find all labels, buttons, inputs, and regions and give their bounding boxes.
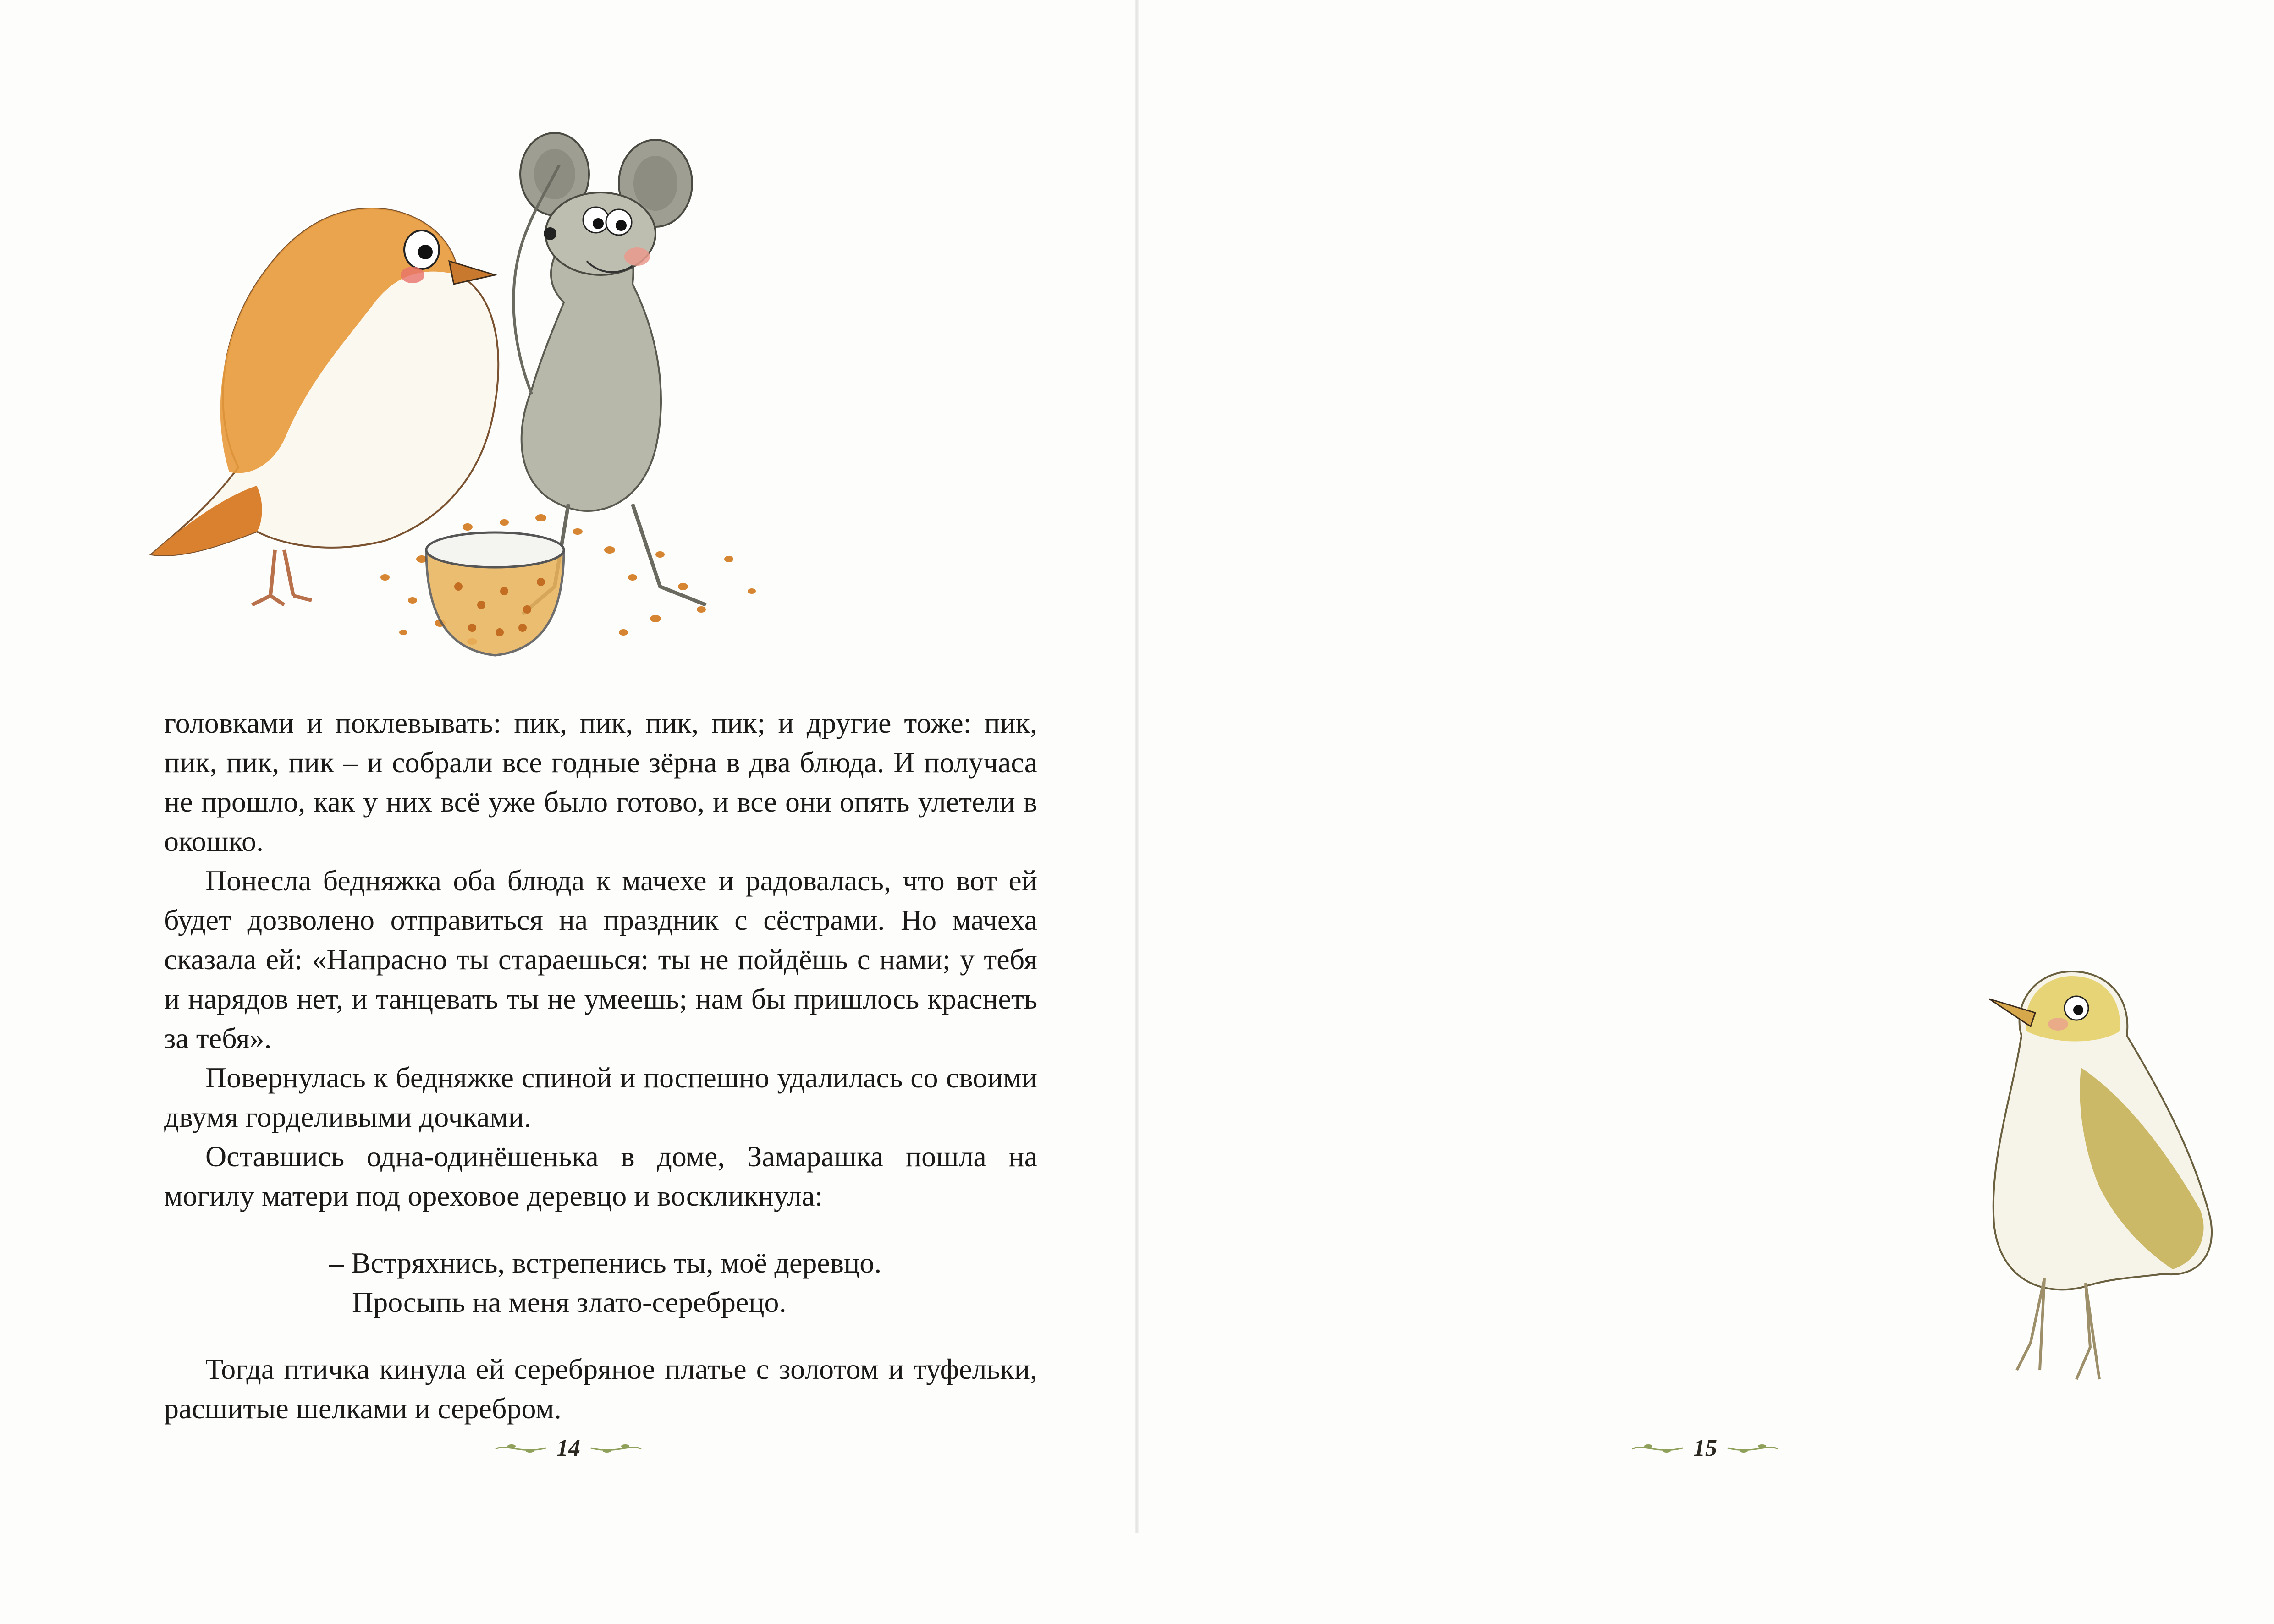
page-number-left: [477, 1432, 660, 1464]
verse: [164, 1243, 1037, 1322]
vine-ornament-icon: [493, 1439, 548, 1457]
page-number: 15: [1693, 1435, 1717, 1461]
illustration-bird-and-mouse: [92, 92, 871, 687]
page-number: 14: [556, 1435, 580, 1461]
verse-line: – Встряхнись, встрепенись ты, моё деревцо.: [329, 1246, 882, 1279]
paragraph: Тогда птичка кинула ей серебряное платье с золотом и туфельки, расшитые шелками и серебром.: [164, 1353, 1037, 1425]
verse-line: Просыпь на меня злато-серебрецо.: [352, 1286, 787, 1318]
left-page-text: [164, 703, 1037, 1428]
paragraph: Повернулась к бедняжке спиной и поспешно удалилась со своими двумя горделивыми дочками.: [164, 1061, 1037, 1133]
vine-ornament-icon: [1630, 1439, 1685, 1457]
left-page: [0, 0, 1137, 1533]
paragraph: головками и поклевывать: пик, пик, пик, пик; и другие тоже: пик, пик, пик, пик – и собрали все годные зёрна в два блюда. И получаса не прошло, как у них всё уже было готово, и все они опять улетели в окошко.: [164, 707, 1037, 857]
right-page: [1137, 0, 2274, 1533]
paragraph: Оставшись одна-одинёшенька в доме, Замарашка пошла на могилу матери под ореховое деревцо и воскликнула:: [164, 1140, 1037, 1212]
vine-ornament-icon: [1725, 1439, 1780, 1457]
paragraph: Понесла бедняжка оба блюда к мачехе и радовалась, что вот ей будет дозволено отправиться на праздник с сёстрами. Но мачеха сказала ей: «Напрасно ты стараешься: ты не пойдёшь с нами; у тебя и нарядов нет, и танцевать ты не умеешь; нам бы пришлось краснеть за тебя».: [164, 864, 1037, 1054]
illustration-yellow-bird: [1907, 930, 2237, 1425]
page-number-right: [1613, 1432, 1797, 1464]
vine-ornament-icon: [589, 1439, 644, 1457]
